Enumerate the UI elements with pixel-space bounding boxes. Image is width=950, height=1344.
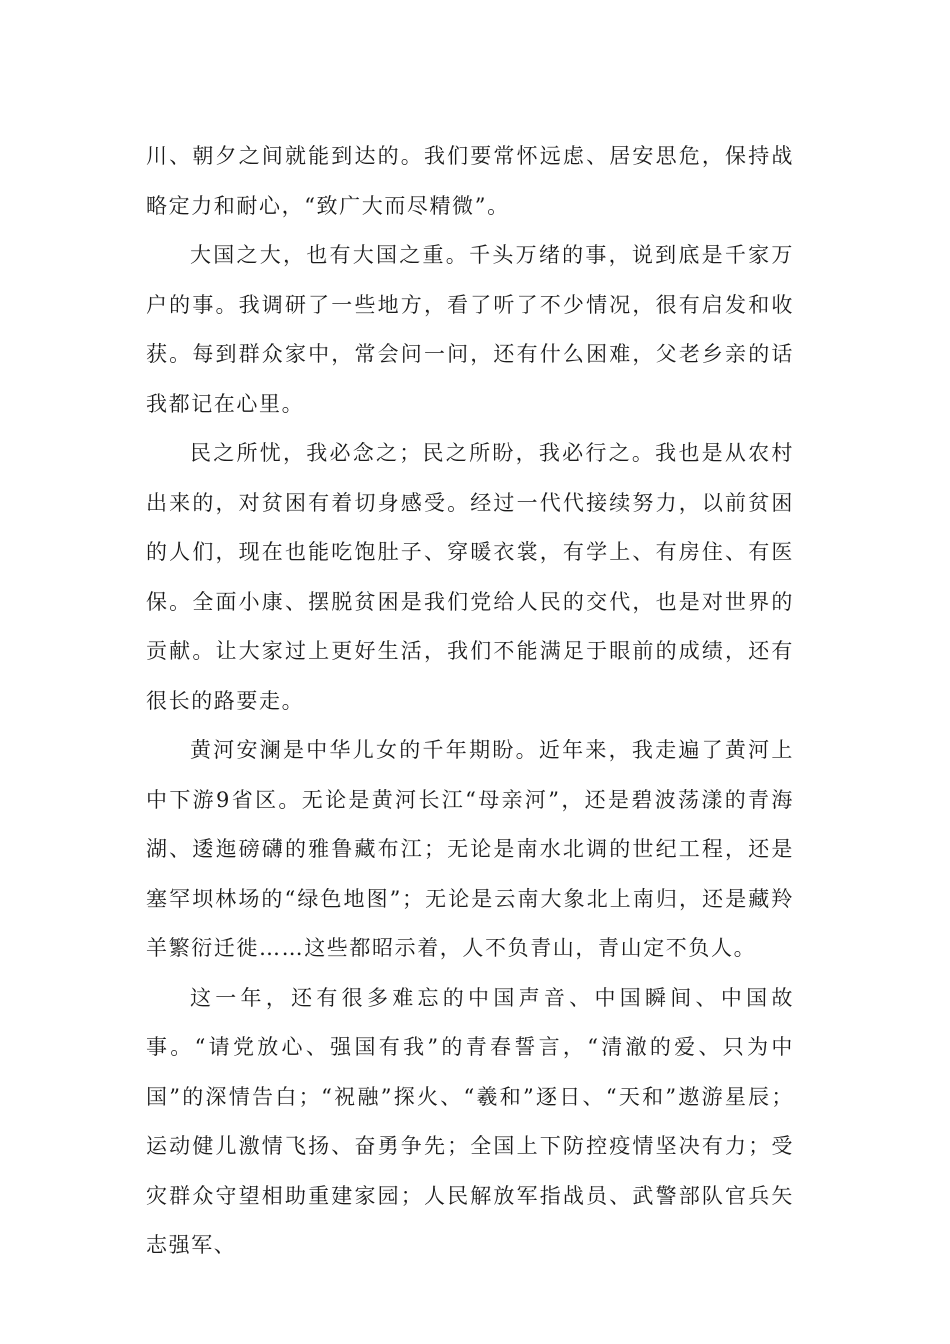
paragraph-1: 川、朝夕之间就能到达的。我们要常怀远虑、居安思危，保持战略定力和耐心，“致广大而尽精微”。 xyxy=(146,144,794,218)
paragraph-5: 这一年，还有很多难忘的中国声音、中国瞬间、中国故事。“请党放心、强国有我”的青春誓言，“清澈的爱、只为中国”的深情告白；“祝融”探火、“羲和”逐日、“天和”遨游星辰；运动健儿激情飞扬、奋勇争先；全国上下防控疫情坚决有力；受灾群众守望相助重建家园；人民解放军指战员、武警部队官兵矢志强军、 xyxy=(146,985,794,1257)
paragraph-3: 民之所忧，我必念之；民之所盼，我必行之。我也是从农村出来的，对贫困有着切身感受。经过一代代接续努力，以前贫困的人们，现在也能吃饱肚子、穿暖衣裳，有学上、有房住、有医保。全面小康、摆脱贫困是我们党给人民的交代，也是对世界的贡献。让大家过上更好生活，我们不能满足于眼前的成绩，还有很长的路要走。 xyxy=(146,441,794,713)
document-body xyxy=(146,132,794,1271)
paragraph-4: 黄河安澜是中华儿女的千年期盼。近年来，我走遍了黄河上中下游9省区。无论是黄河长江“母亲河”，还是碧波荡漾的青海湖、逶迤磅礴的雅鲁藏布江；无论是南水北调的世纪工程，还是塞罕坝林场的“绿色地图”；无论是云南大象北上南归，还是藏羚羊繁衍迁徙……这些都昭示着，人不负青山，青山定不负人。 xyxy=(146,738,794,960)
paragraph-2: 大国之大，也有大国之重。千头万绪的事，说到底是千家万户的事。我调研了一些地方，看了听了不少情况，很有启发和收获。每到群众家中，常会问一问，还有什么困难，父老乡亲的话我都记在心里。 xyxy=(146,243,794,416)
